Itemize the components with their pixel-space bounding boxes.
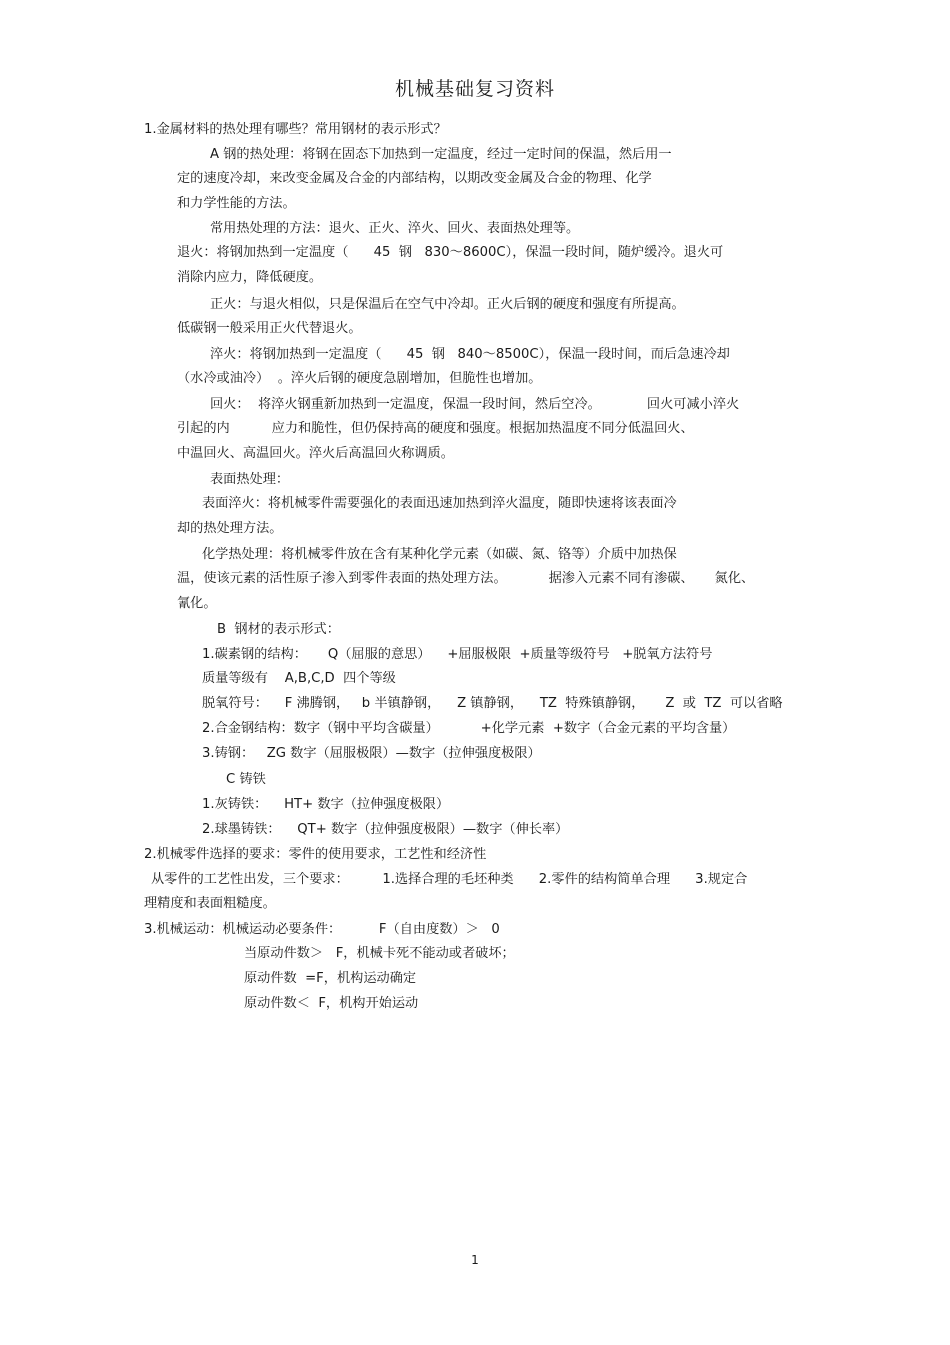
question-2-heading: 2.机械零件选择的要求：零件的使用要求，工艺性和经济性 — [144, 847, 487, 862]
paragraph-line: 正火：与退火相似，只是保温后在空气中冷却。正火后钢的硬度和强度有所提高。 — [210, 297, 685, 312]
paragraph-line: 中温回火、高温回火。淬火后高温回火称调质。 — [177, 446, 454, 461]
paragraph-line: 1.灰铸铁： HT+ 数字（拉伸强度极限） — [202, 797, 450, 812]
paragraph-line: 质量等级有 A,B,C,D 四个等级 — [202, 671, 396, 686]
paragraph-line: 却的热处理方法。 — [177, 521, 283, 536]
paragraph-line: 表面淬火：将机械零件需要强化的表面迅速加热到淬火温度，随即快速将该表面冷 — [202, 496, 677, 511]
paragraph-line: 氰化。 — [177, 596, 217, 611]
paragraph-line: 低碳钢一般采用正火代替退火。 — [177, 321, 362, 336]
paragraph-line: B 钢材的表示形式： — [217, 622, 340, 637]
paragraph-line: 消除内应力，降低硬度。 — [177, 270, 323, 285]
paragraph-line: A 钢的热处理：将钢在固态下加热到一定温度，经过一定时间的保温，然后用一 — [210, 147, 672, 162]
paragraph-line: 回火： 将淬火钢重新加热到一定温度，保温一段时间，然后空冷。 回火可减小淬火 — [210, 397, 740, 412]
paragraph-line: 2.合金钢结构：数字（钢中平均含碳量） +化学元素 +数字（合金元素的平均含量） — [202, 721, 736, 736]
paragraph-line: 常用热处理的方法：退火、正火、淬火、回火、表面热处理等。 — [210, 221, 580, 236]
paragraph-line: 表面热处理： — [210, 472, 290, 487]
paragraph-line: 2.球墨铸铁： QT+ 数字（拉伸强度极限）—数字（伸长率） — [202, 822, 569, 837]
paragraph-line: 和力学性能的方法。 — [177, 196, 296, 211]
paragraph-line: 3.铸钢： ZG 数字（屈服极限）—数字（拉伸强度极限） — [202, 746, 541, 761]
paragraph-line: 温，使该元素的活性原子渗入到零件表面的热处理方法。 据渗入元素不同有渗碳、 氮化、 — [177, 571, 755, 586]
paragraph-line: 化学热处理：将机械零件放在含有某种化学元素（如碳、氮、铬等）介质中加热保 — [202, 547, 677, 562]
page-number: 1 — [471, 1253, 479, 1267]
paragraph-line: 引起的内 应力和脆性，但仍保持高的硬度和强度。根据加热温度不同分低温回火、 — [177, 421, 694, 436]
paragraph-line: （水冷或油冷） 。淬火后钢的硬度急剧增加，但脆性也增加。 — [177, 371, 542, 386]
paragraph-line: 淬火：将钢加热到一定温度（ 45 钢 840～8500C），保温一段时间，而后急速冷却 — [210, 347, 730, 362]
paragraph-line: 当原动件数＞ F，机械卡死不能动或者破坏； — [244, 946, 515, 961]
paragraph-line: 原动件数＜ F，机构开始运动 — [244, 996, 419, 1011]
paragraph-line: C 铸铁 — [226, 772, 266, 787]
paragraph-line: 1.碳素钢的结构： Q（屈服的意思） +屈服极限 +质量等级符号 +脱氧方法符号 — [202, 647, 713, 662]
question-3-heading: 3.机械运动：机械运动必要条件： F（自由度数）＞ 0 — [144, 922, 500, 937]
paragraph-line: 脱氧符号： F 沸腾钢， b 半镇静钢， Z 镇静钢， TZ 特殊镇静钢， Z 或 TZ 可以省略 — [202, 696, 783, 711]
question-1-heading: 1.金属材料的热处理有哪些？常用钢材的表示形式？ — [144, 122, 447, 137]
paragraph-line: 从零件的工艺性出发，三个要求： 1.选择合理的毛坯种类 2.零件的结构简单合理 3.规定合 — [151, 872, 748, 887]
paragraph-line: 理精度和表面粗糙度。 — [144, 896, 276, 911]
paragraph-line: 退火：将钢加热到一定温度（ 45 钢 830～8600C），保温一段时间，随炉缓冷。退火可 — [177, 245, 724, 260]
paragraph-line: 原动件数 =F，机构运动确定 — [244, 971, 417, 986]
document-title: 机械基础复习资料 — [394, 78, 555, 100]
paragraph-line: 定的速度冷却，来改变金属及合金的内部结构，以期改变金属及合金的物理、化学 — [177, 171, 652, 186]
